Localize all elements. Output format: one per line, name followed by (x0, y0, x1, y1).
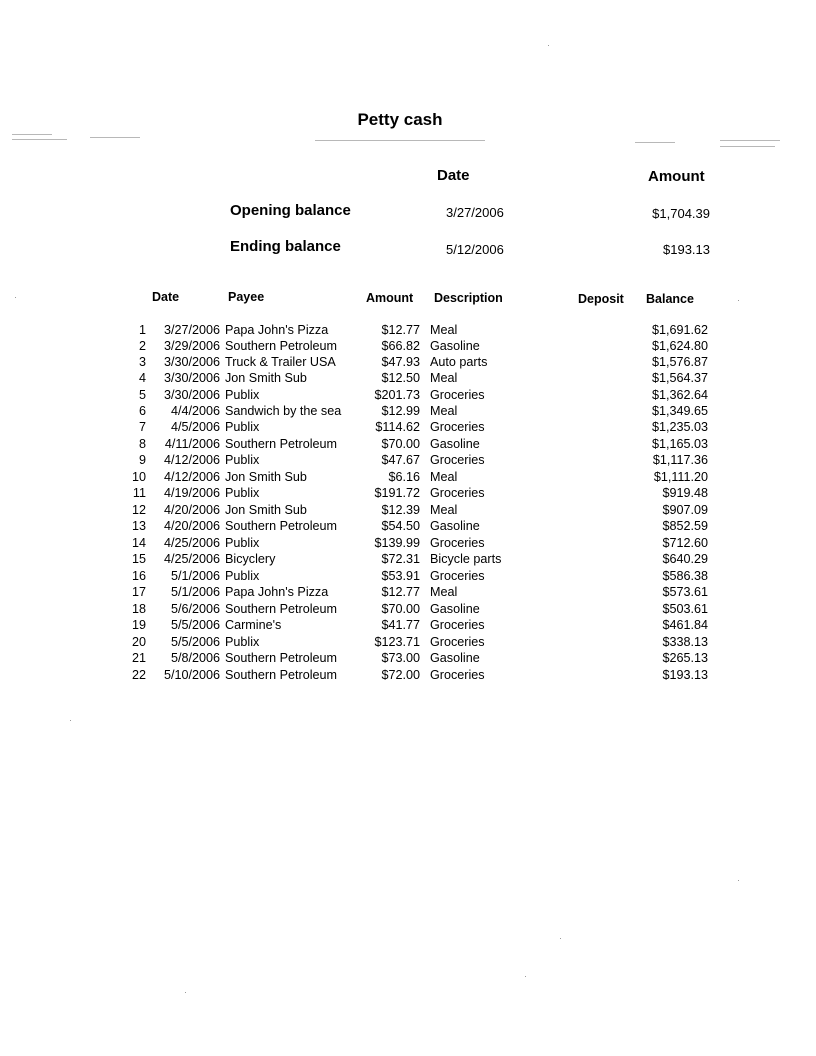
table-row (0, 403, 816, 419)
row-number: 10 (131, 470, 146, 484)
table-row (0, 667, 816, 683)
row-date: 5/1/2006 (170, 569, 220, 583)
row-date: 3/30/2006 (163, 371, 220, 385)
row-description: Groceries (430, 453, 485, 467)
column-header-balance: Balance (646, 292, 694, 306)
row-balance: $919.48 (662, 486, 708, 500)
row-date: 5/1/2006 (170, 585, 220, 599)
row-number: 8 (138, 437, 146, 451)
table-row (0, 370, 816, 386)
row-amount: $114.62 (375, 420, 420, 434)
scan-artifact (548, 45, 549, 46)
row-balance: $1,349.65 (651, 404, 708, 418)
opening-balance-date: 3/27/2006 (446, 205, 504, 220)
table-row (0, 502, 816, 518)
row-balance: $193.13 (662, 668, 708, 682)
row-payee: Truck & Trailer USA (225, 355, 336, 369)
row-date: 5/5/2006 (170, 635, 220, 649)
row-description: Meal (430, 585, 458, 599)
row-description: Bicycle parts (430, 552, 502, 566)
row-number: 22 (131, 668, 146, 682)
table-row (0, 551, 816, 567)
column-header-description: Description (434, 291, 503, 305)
row-date: 4/11/2006 (164, 437, 220, 451)
row-balance: $1,564.37 (651, 371, 708, 385)
row-date: 4/5/2006 (170, 420, 220, 434)
row-balance: $1,624.80 (651, 339, 708, 353)
row-description: Auto parts (430, 355, 488, 369)
scan-artifact (185, 992, 186, 993)
row-amount: $70.00 (381, 602, 420, 616)
row-payee: Jon Smith Sub (225, 371, 307, 385)
row-number: 12 (131, 503, 146, 517)
table-row (0, 452, 816, 468)
row-payee: Publix (225, 536, 260, 550)
scan-artifact (15, 297, 16, 298)
row-description: Meal (430, 323, 458, 337)
row-date: 3/29/2006 (163, 339, 220, 353)
row-number: 7 (138, 420, 146, 434)
row-amount: $191.72 (374, 486, 420, 500)
row-amount: $47.93 (381, 355, 420, 369)
row-payee: Southern Petroleum (225, 602, 338, 616)
row-date: 5/8/2006 (170, 651, 220, 665)
row-balance: $907.09 (662, 503, 708, 517)
row-amount: $66.82 (381, 339, 420, 353)
row-description: Groceries (430, 388, 485, 402)
row-amount: $6.16 (388, 470, 420, 484)
scan-artifact (12, 139, 67, 140)
table-row (0, 601, 816, 617)
ending-balance-label: Ending balance (230, 238, 341, 255)
scan-artifact (720, 140, 780, 141)
row-description: Groceries (430, 635, 485, 649)
row-description: Groceries (430, 618, 485, 632)
row-description: Groceries (430, 420, 485, 434)
row-amount: $12.99 (381, 404, 420, 418)
table-row (0, 535, 816, 551)
row-payee: Jon Smith Sub (225, 470, 307, 484)
table-row (0, 617, 816, 633)
scan-artifact (12, 134, 52, 135)
row-payee: Southern Petroleum (225, 651, 338, 665)
row-balance: $1,117.36 (652, 453, 708, 467)
scan-artifact (70, 720, 71, 721)
row-balance: $1,691.62 (651, 323, 708, 337)
row-number: 4 (138, 371, 146, 385)
row-number: 20 (131, 635, 146, 649)
row-number: 17 (131, 585, 146, 599)
row-description: Gasoline (430, 339, 480, 353)
row-payee: Publix (225, 569, 260, 583)
row-description: Groceries (430, 486, 485, 500)
row-payee: Publix (225, 453, 260, 467)
row-balance: $503.61 (662, 602, 708, 616)
row-payee: Carmine's (225, 618, 282, 632)
scan-artifact (738, 880, 739, 881)
ending-balance-amount: $193.13 (663, 242, 710, 257)
row-date: 5/6/2006 (170, 602, 220, 616)
scan-artifact (560, 938, 561, 939)
scan-artifact (315, 140, 485, 141)
row-date: 3/30/2006 (163, 388, 220, 402)
row-date: 3/30/2006 (163, 355, 220, 369)
row-balance: $338.13 (662, 635, 708, 649)
row-balance: $1,362.64 (651, 388, 708, 402)
row-balance: $586.38 (662, 569, 708, 583)
row-payee: Publix (225, 635, 260, 649)
row-amount: $47.67 (381, 453, 420, 467)
row-balance: $1,111.20 (653, 470, 708, 484)
table-row (0, 354, 816, 370)
row-number: 2 (138, 339, 146, 353)
row-payee: Jon Smith Sub (225, 503, 307, 517)
row-payee: Bicyclery (225, 552, 276, 566)
row-description: Gasoline (430, 437, 480, 451)
page-title: Petty cash (357, 110, 443, 129)
row-payee: Sandwich by the sea (225, 404, 342, 418)
row-number: 21 (131, 651, 146, 665)
row-payee: Publix (225, 420, 260, 434)
row-date: 4/4/2006 (170, 404, 220, 418)
row-amount: $12.77 (381, 585, 420, 599)
row-date: 4/20/2006 (163, 503, 220, 517)
table-row (0, 485, 816, 501)
scan-artifact (90, 137, 140, 138)
row-description: Meal (430, 404, 458, 418)
row-date: 5/10/2006 (163, 668, 220, 682)
row-number: 1 (138, 323, 146, 337)
row-date: 4/19/2006 (163, 486, 220, 500)
table-row (0, 419, 816, 435)
row-number: 11 (132, 486, 146, 500)
row-balance: $1,576.87 (651, 355, 708, 369)
row-description: Groceries (430, 536, 485, 550)
row-payee: Papa John's Pizza (225, 323, 329, 337)
row-number: 3 (138, 355, 146, 369)
row-date: 4/12/2006 (163, 453, 220, 467)
row-balance: $1,165.03 (651, 437, 708, 451)
column-header-payee: Payee (228, 290, 265, 304)
opening-balance-label: Opening balance (230, 202, 351, 219)
row-description: Gasoline (430, 602, 480, 616)
table-row (0, 387, 816, 403)
row-amount: $70.00 (381, 437, 420, 451)
row-number: 19 (131, 618, 146, 632)
row-payee: Publix (225, 486, 260, 500)
row-number: 5 (138, 388, 146, 402)
summary-amount-header: Amount (648, 168, 705, 185)
scan-artifact (738, 300, 739, 301)
row-payee: Papa John's Pizza (225, 585, 329, 599)
row-balance: $573.61 (662, 585, 708, 599)
scan-artifact (635, 142, 675, 143)
row-description: Groceries (430, 668, 485, 682)
row-date: 4/12/2006 (163, 470, 220, 484)
row-date: 4/25/2006 (163, 552, 220, 566)
row-amount: $123.71 (374, 635, 420, 649)
row-amount: $72.31 (381, 552, 420, 566)
table-row (0, 469, 816, 485)
row-payee: Publix (225, 388, 260, 402)
table-row (0, 436, 816, 452)
column-header-date: Date (152, 290, 180, 304)
row-amount: $12.50 (381, 371, 420, 385)
row-balance: $852.59 (662, 519, 708, 533)
row-balance: $1,235.03 (651, 420, 708, 434)
row-number: 14 (131, 536, 146, 550)
row-number: 15 (131, 552, 146, 566)
opening-balance-amount: $1,704.39 (652, 206, 710, 221)
row-number: 18 (131, 602, 146, 616)
row-amount: $12.39 (381, 503, 420, 517)
table-row (0, 584, 816, 600)
summary-date-header: Date (437, 167, 470, 184)
row-amount: $53.91 (381, 569, 420, 583)
row-number: 13 (131, 519, 146, 533)
row-number: 16 (131, 569, 146, 583)
row-amount: $73.00 (381, 651, 420, 665)
table-row (0, 650, 816, 666)
row-description: Groceries (430, 569, 485, 583)
row-description: Meal (430, 470, 458, 484)
ending-balance-date: 5/12/2006 (446, 242, 504, 257)
row-amount: $41.77 (381, 618, 420, 632)
row-balance: $461.84 (662, 618, 708, 632)
row-amount: $139.99 (374, 536, 420, 550)
row-date: 5/5/2006 (170, 618, 220, 632)
row-balance: $640.29 (662, 552, 708, 566)
row-amount: $72.00 (381, 668, 420, 682)
table-row (0, 568, 816, 584)
table-row (0, 338, 816, 354)
table-row (0, 322, 816, 338)
row-description: Gasoline (430, 519, 480, 533)
row-description: Gasoline (430, 651, 480, 665)
row-amount: $12.77 (381, 323, 420, 337)
row-number: 9 (138, 453, 146, 467)
row-payee: Southern Petroleum (225, 668, 338, 682)
row-payee: Southern Petroleum (225, 437, 338, 451)
row-date: 3/27/2006 (163, 323, 220, 337)
row-payee: Southern Petroleum (225, 519, 338, 533)
column-header-deposit: Deposit (578, 292, 624, 306)
row-description: Meal (430, 503, 458, 517)
table-row (0, 518, 816, 534)
row-amount: $54.50 (381, 519, 420, 533)
row-date: 4/20/2006 (163, 519, 220, 533)
row-description: Meal (430, 371, 458, 385)
row-payee: Southern Petroleum (225, 339, 338, 353)
scan-artifact (720, 146, 775, 147)
column-header-amount: Amount (366, 291, 414, 305)
table-row (0, 634, 816, 650)
row-date: 4/25/2006 (163, 536, 220, 550)
scan-artifact (525, 976, 526, 977)
row-number: 6 (138, 404, 146, 418)
row-balance: $265.13 (662, 651, 708, 665)
row-amount: $201.73 (374, 388, 420, 402)
row-balance: $712.60 (662, 536, 708, 550)
